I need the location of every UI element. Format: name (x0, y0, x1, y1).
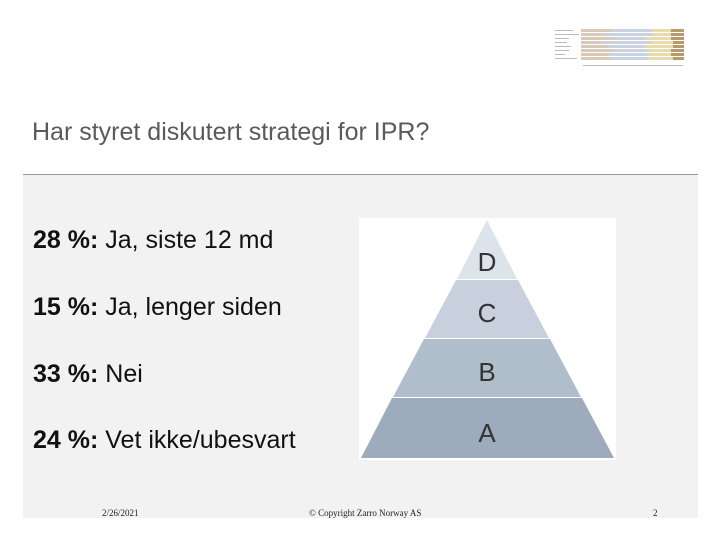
bullet-percent: 33 %: (33, 360, 99, 388)
bullet-text: Ja, lenger siden (105, 293, 282, 321)
pyramid-label-b: B (478, 357, 496, 387)
pyramid-label-a: A (478, 418, 496, 448)
slide-title: Har styret diskutert strategi for IPR? (32, 118, 430, 146)
bullet-text: Nei (105, 360, 143, 388)
thumbnail-chart (553, 27, 687, 73)
pyramid-graphic (359, 218, 616, 460)
bullet-percent: 15 %: (33, 293, 99, 321)
bullet-percent: 28 %: (33, 226, 99, 254)
bullet-item (33, 360, 143, 389)
bullet-item (33, 226, 273, 255)
bullet-item (33, 293, 282, 322)
bullet-item (33, 426, 296, 455)
pyramid-label-c: C (477, 298, 497, 328)
pyramid-label-d: D (477, 247, 497, 277)
footer-page-number: 2 (653, 508, 658, 518)
bullet-text: Vet ikke/ubesvart (105, 426, 296, 454)
footer-date: 2/26/2021 (102, 508, 139, 518)
footer-copyright: © Copyright Zarro Norway AS (309, 508, 422, 518)
bullet-percent: 24 %: (33, 426, 99, 454)
bullet-text: Ja, siste 12 md (105, 226, 274, 254)
